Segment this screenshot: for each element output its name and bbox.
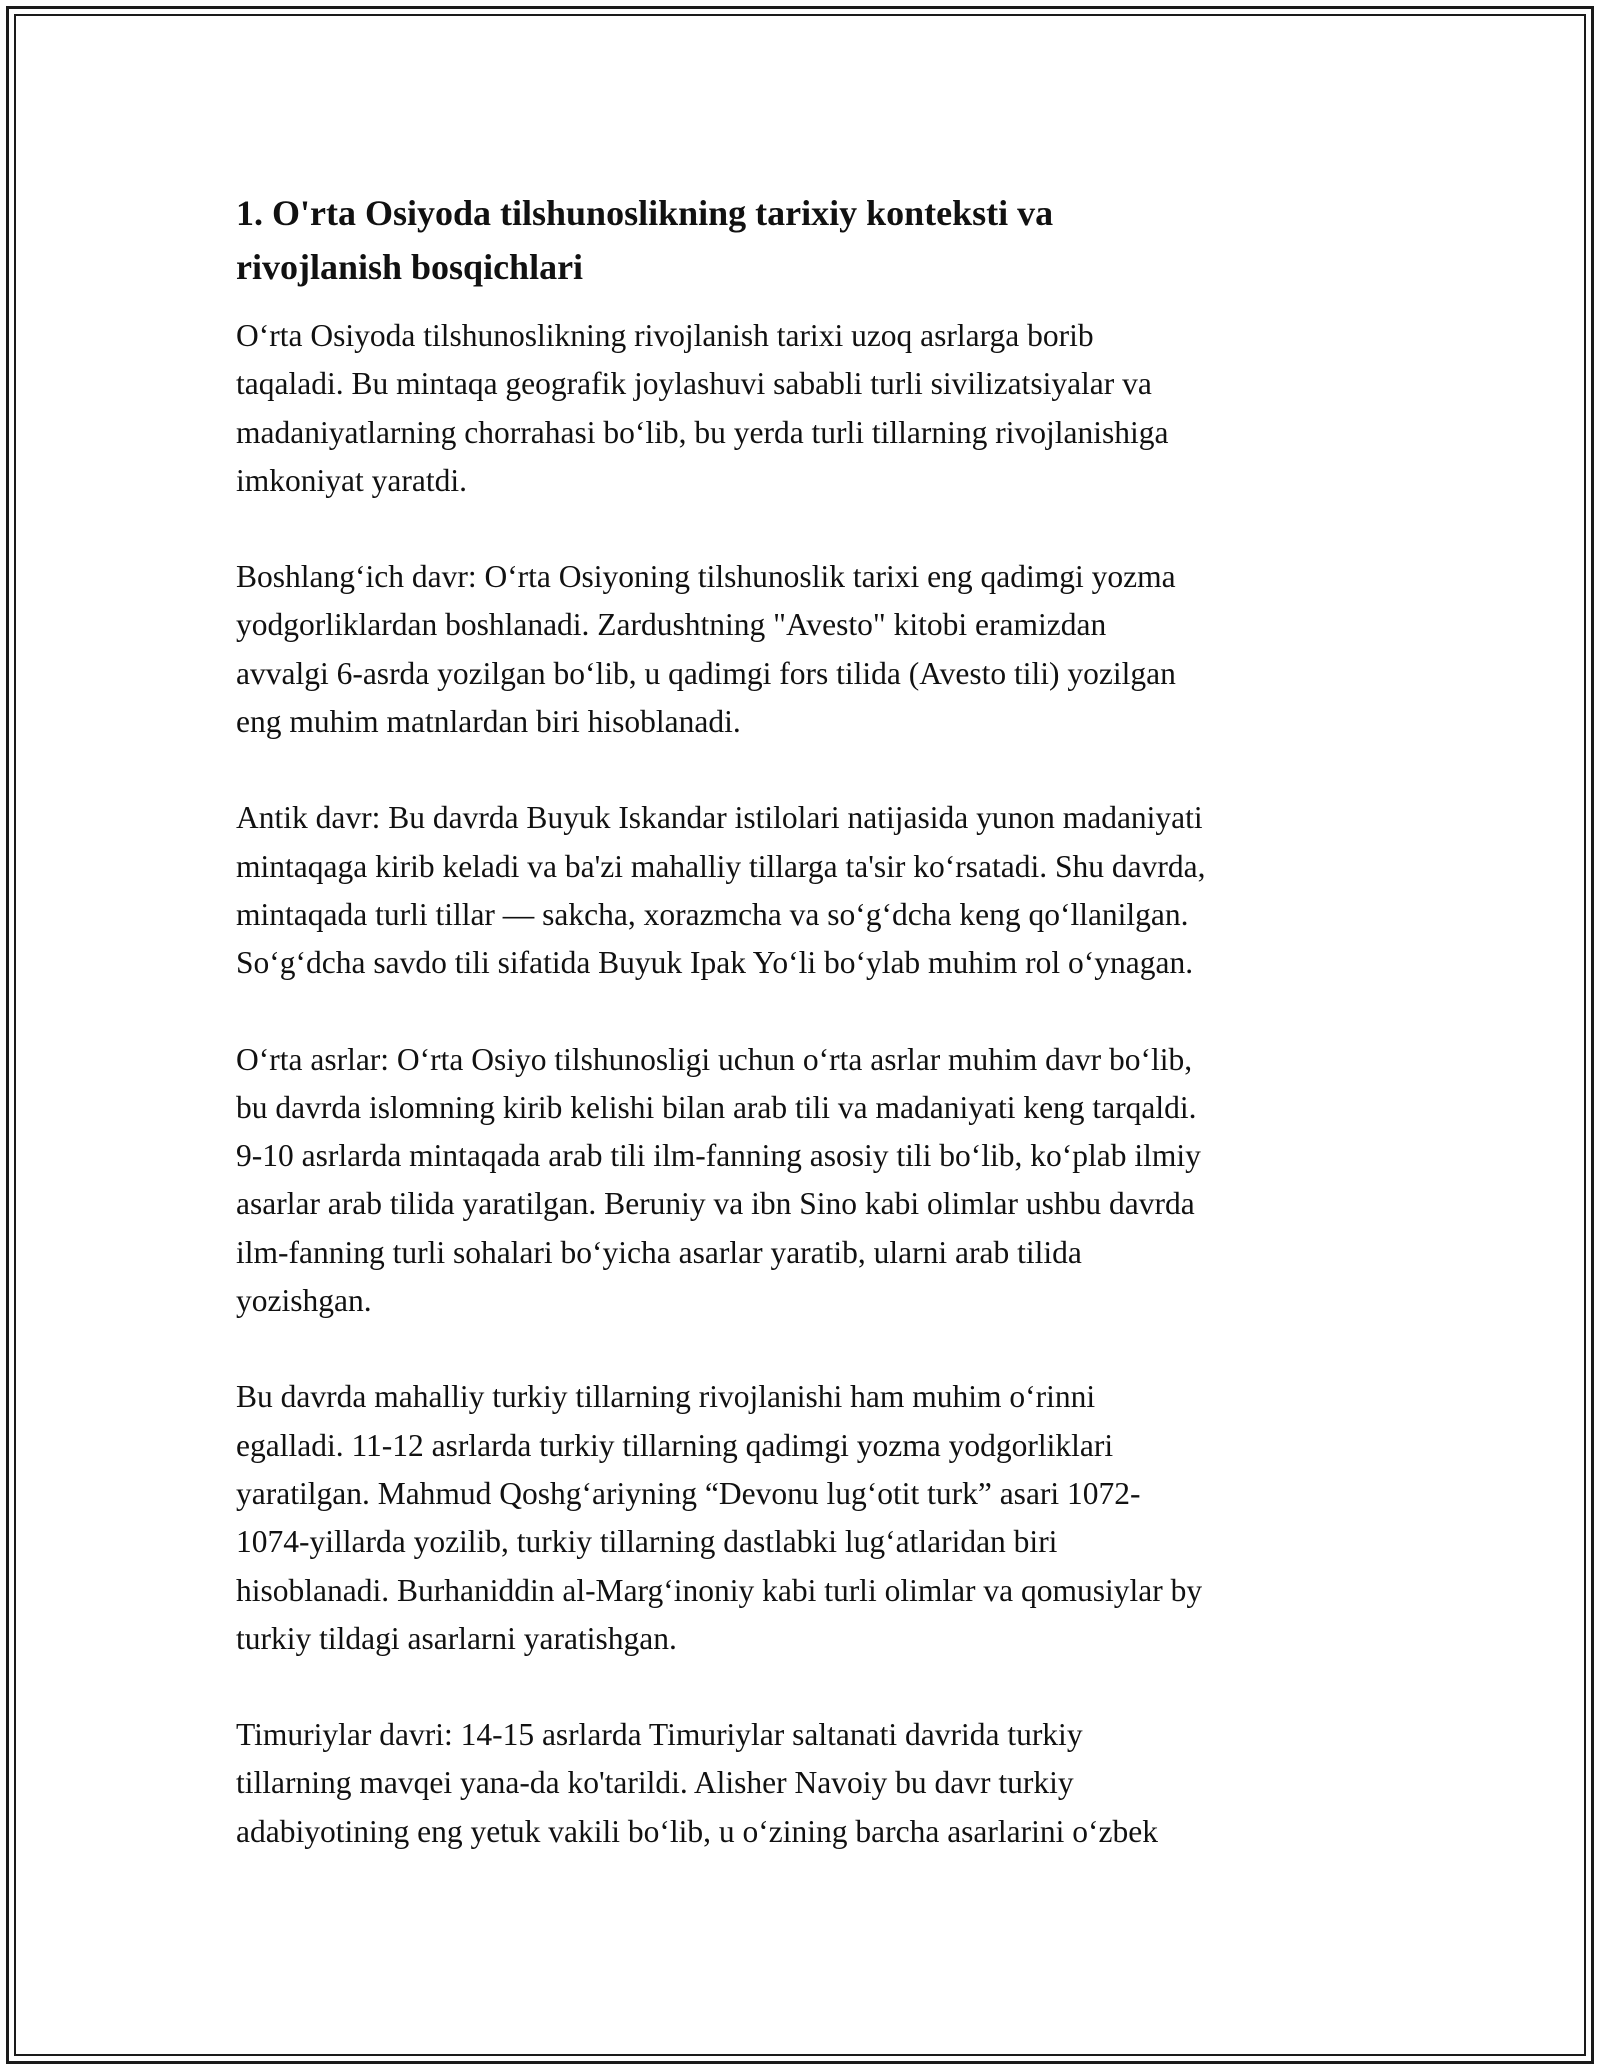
section-title	[236, 186, 1376, 294]
text-line: eng muhim matnlardan biri hisoblanadi.	[236, 704, 741, 740]
text-line: asarlar arab tilida yaratilgan. Beruniy va ibn Sino kabi olimlar ushbu davrda	[236, 1186, 1195, 1222]
text-line: mintaqaga kirib keladi va ba'zi mahalliy tillarga ta'sir ko‘rsatadi. Shu davrda,	[236, 848, 1206, 884]
text-line: Bu davrda mahalliy turkiy tillarning rivojlanishi ham muhim o‘rinni	[236, 1379, 1096, 1415]
text-line: egalladi. 11-12 asrlarda turkiy tillarning qadimgi yozma yodgorliklari	[236, 1427, 1114, 1463]
text-line: bu davrda islomning kirib kelishi bilan arab tili va madaniyati keng tarqaldi.	[236, 1089, 1197, 1125]
document-body	[236, 186, 1376, 1904]
paragraph-timurid-period	[236, 1711, 1376, 1856]
text-line: adabiyotining eng yetuk vakili bo‘lib, u o‘zining barcha asarlarini o‘zbek	[236, 1813, 1158, 1849]
text-line: 9-10 asrlarda mintaqada arab tili ilm-fanning asosiy tili bo‘lib, ko‘plab ilmiy	[236, 1138, 1201, 1174]
paragraph-early-period	[236, 553, 1376, 746]
title-line: 1. O'rta Osiyoda tilshunoslikning tarixiy konteksti va	[236, 193, 1054, 233]
text-line: yaratilgan. Mahmud Qoshg‘ariyning “Devonu lug‘otit turk” asari 1072-	[236, 1475, 1141, 1511]
text-line: Timuriylar davri: 14-15 asrlarda Timuriylar saltanati davrida turkiy	[236, 1717, 1083, 1753]
text-line: taqaladi. Bu mintaqa geografik joylashuvi sababli turli sivilizatsiyalar va	[236, 366, 1152, 402]
text-line: avvalgi 6-asrda yozilgan bo‘lib, u qadimgi fors tilida (Avesto tili) yozilgan	[236, 655, 1176, 691]
text-line: mintaqada turli tillar — sakcha, xorazmcha va so‘g‘dcha keng qo‘llanilgan.	[236, 896, 1189, 932]
text-line: O‘rta Osiyoda tilshunoslikning rivojlanish tarixi uzoq asrlarga borib	[236, 318, 1094, 353]
paragraph-turkic-languages	[236, 1373, 1376, 1663]
text-line: Boshlang‘ich davr: O‘rta Osiyoning tilshunoslik tarixi eng qadimgi yozma	[236, 559, 1176, 595]
paragraph-middle-ages	[236, 1036, 1376, 1326]
paragraph-antique-period	[236, 794, 1376, 987]
text-line: 1074-yillarda yozilib, turkiy tillarning dastlabki lug‘atlaridan biri	[236, 1524, 1058, 1560]
paragraph-intro	[236, 312, 1376, 505]
text-line: turkiy tildagi asarlarni yaratishgan.	[236, 1620, 677, 1656]
text-line: ilm-fanning turli sohalari bo‘yicha asarlar yaratib, ularni arab tilida	[236, 1234, 1082, 1270]
text-line: So‘g‘dcha savdo tili sifatida Buyuk Ipak Yo‘li bo‘ylab muhim rol o‘ynagan.	[236, 945, 1194, 981]
text-line: Antik davr: Bu davrda Buyuk Iskandar istilolari natijasida yunon madaniyati	[236, 800, 1203, 836]
title-line: rivojlanish bosqichlari	[236, 247, 584, 287]
text-line: tillarning mavqei yana-da ko'tarildi. Alisher Navoiy bu davr turkiy	[236, 1765, 1074, 1801]
text-line: madaniyatlarning chorrahasi bo‘lib, bu yerda turli tillarning rivojlanishiga	[236, 414, 1169, 450]
text-line: imkoniyat yaratdi.	[236, 462, 467, 498]
text-line: O‘rta asrlar: O‘rta Osiyo tilshunosligi uchun o‘rta asrlar muhim davr bo‘lib,	[236, 1041, 1193, 1077]
text-line: yozishgan.	[236, 1283, 372, 1319]
text-line: yodgorliklardan boshlanadi. Zardushtning "Avesto" kitobi eramizdan	[236, 607, 1107, 643]
text-line: hisoblanadi. Burhaniddin al-Marg‘inoniy kabi turli olimlar va qomusiylar by	[236, 1572, 1203, 1608]
